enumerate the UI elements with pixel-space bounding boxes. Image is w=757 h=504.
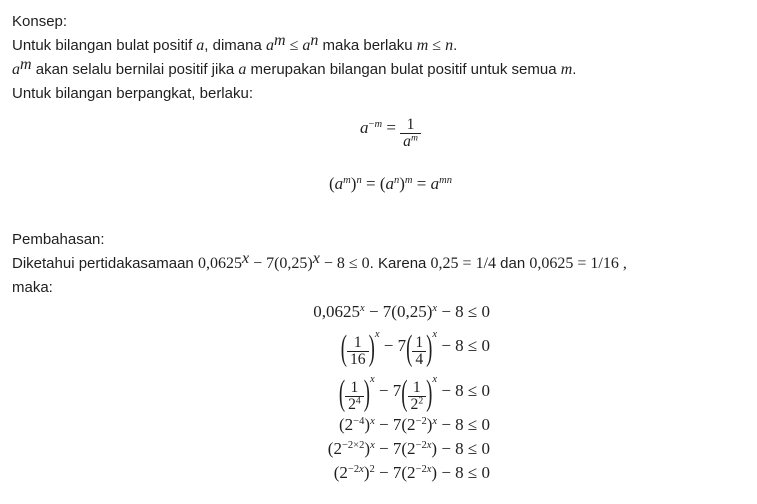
- equation-step-1: $0,0625^x - 7(0,25)^x - 8 \le 0$: [313, 302, 490, 321]
- equation-step-3: ( $\frac{1}{2^4}$ )$^x$ − 7( $\frac{1}{2^2}$ )$^x$ − 8 ≤ 0: [338, 373, 490, 414]
- equation-step-5: $(2^{-2\times 2})^x - 7(2^{-2x}) - 8 \le 0$: [327, 439, 490, 459]
- pembahasan-maka: maka:: [12, 279, 53, 296]
- konsep-line-3: Untuk bilangan berpangkat, berlaku:: [12, 85, 253, 102]
- equation-step-2: ( $\frac{1}{16}$ )$^x$ − 7( $\frac{1}{4}$ )$^x$ − 8 ≤ 0: [340, 328, 490, 370]
- pembahasan-heading: Pembahasan:: [12, 231, 105, 248]
- konsep-line-1: Untuk bilangan bulat positif a, dimana $a^m \le a^n$ maka berlaku m ≤ n.: [12, 31, 458, 54]
- konsep-line-2: $a^m$ akan selalu bernilai positif jika a merupakan bilangan bulat positif untuk semua m.: [12, 55, 577, 78]
- equation-step-4: $(2^{-4})^x - 7(2^{-2})^x - 8 \le 0$: [339, 415, 490, 435]
- pembahasan-intro: Diketahui pertidakasamaan $0,0625^x - 7(0,25)^x - 8 \le 0$. Karena 0,25 = 1/4 dan 0,0625 = 1/16 ,: [12, 249, 627, 272]
- equation-step-6: $(2^{-2x})^2 - 7(2^{-2x}) - 8 \le 0$: [333, 463, 490, 483]
- formula-power-of-power: $(a^m)^n = (a^n)^m = a^{mn}$: [329, 174, 452, 193]
- formula-negative-exponent: $a^{-m}$ = $\frac{1}{a^m}$: [36, 108, 745, 152]
- konsep-heading: Konsep:: [12, 13, 68, 30]
- equation-steps: [12, 300, 490, 485]
